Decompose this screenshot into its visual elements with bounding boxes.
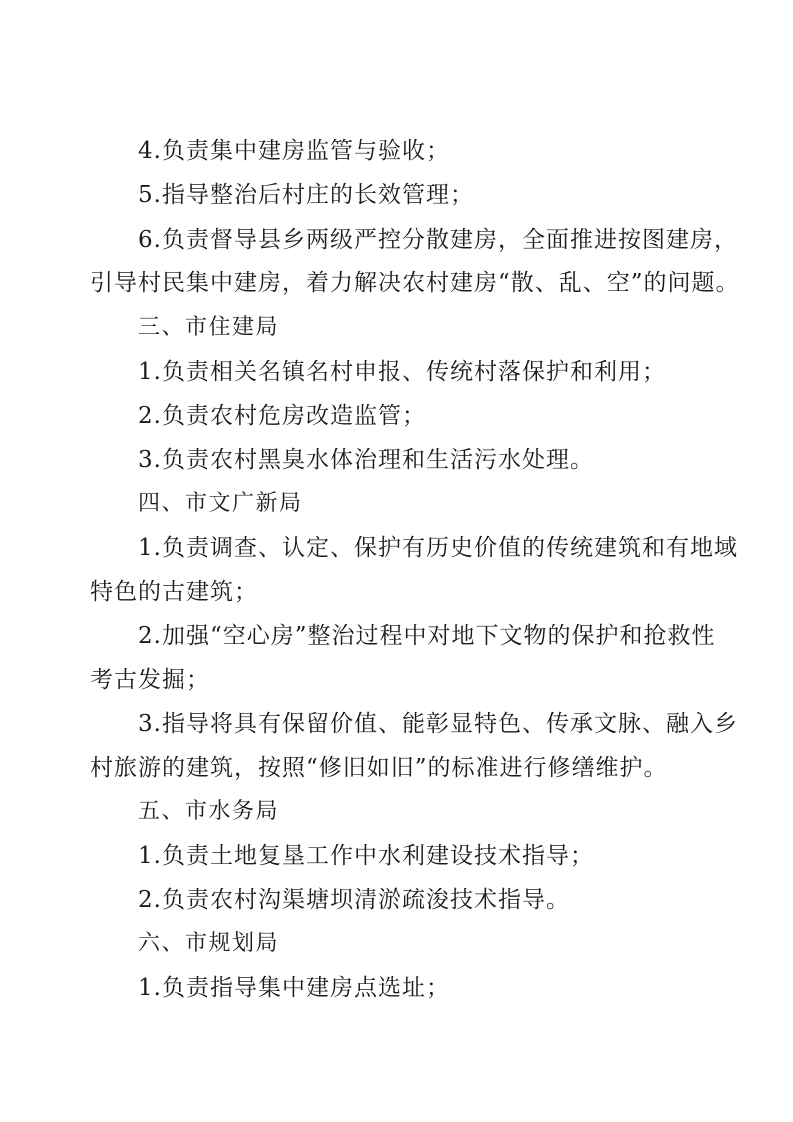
clause-6-line-1: 6.负责督导县乡两级严控分散建房，全面推进按图建房， xyxy=(138,227,738,253)
culture-clause-2-line-1: 2.加强“空心房”整治过程中对地下文物的保护和抢救性 xyxy=(138,623,716,649)
clause-6-line-2: 引导村民集中建房，着力解决农村建房“散、乱、空”的问题。 xyxy=(90,270,740,296)
housing-clause-2: 2.负责农村危房改造监管； xyxy=(138,403,426,429)
water-clause-2: 2.负责农村沟渠塘坝清淤疏浚技术指导。 xyxy=(138,887,570,913)
housing-clause-3: 3.负责农村黑臭水体治理和生活污水处理。 xyxy=(138,447,594,473)
section-heading-culture-bureau: 四、市文广新局 xyxy=(138,491,303,516)
planning-clause-1: 1.负责指导集中建房点选址； xyxy=(138,975,450,1001)
water-clause-1: 1.负责土地复垦工作中水利建设技术指导； xyxy=(138,843,594,869)
section-heading-water-bureau: 五、市水务局 xyxy=(138,799,280,824)
section-heading-housing-bureau: 三、市住建局 xyxy=(138,315,280,340)
housing-clause-1: 1.负责相关名镇名村申报、传统村落保护和利用； xyxy=(138,359,666,385)
culture-clause-3-line-2: 村旅游的建筑，按照“修旧如旧”的标准进行修缮维护。 xyxy=(90,755,668,781)
culture-clause-1-line-1: 1.负责调查、认定、保护有历史价值的传统建筑和有地域 xyxy=(138,535,738,561)
section-heading-planning-bureau: 六、市规划局 xyxy=(138,931,280,956)
culture-clause-1-line-2: 特色的古建筑； xyxy=(90,579,258,605)
culture-clause-3-line-1: 3.指导将具有保留价值、能彰显特色、传承文脉、融入乡 xyxy=(138,711,738,737)
culture-clause-2-line-2: 考古发掘； xyxy=(90,667,210,693)
clause-5-management: 5.指导整治后村庄的长效管理； xyxy=(138,182,474,208)
clause-4-supervision: 4.负责集中建房监管与验收； xyxy=(138,138,450,164)
